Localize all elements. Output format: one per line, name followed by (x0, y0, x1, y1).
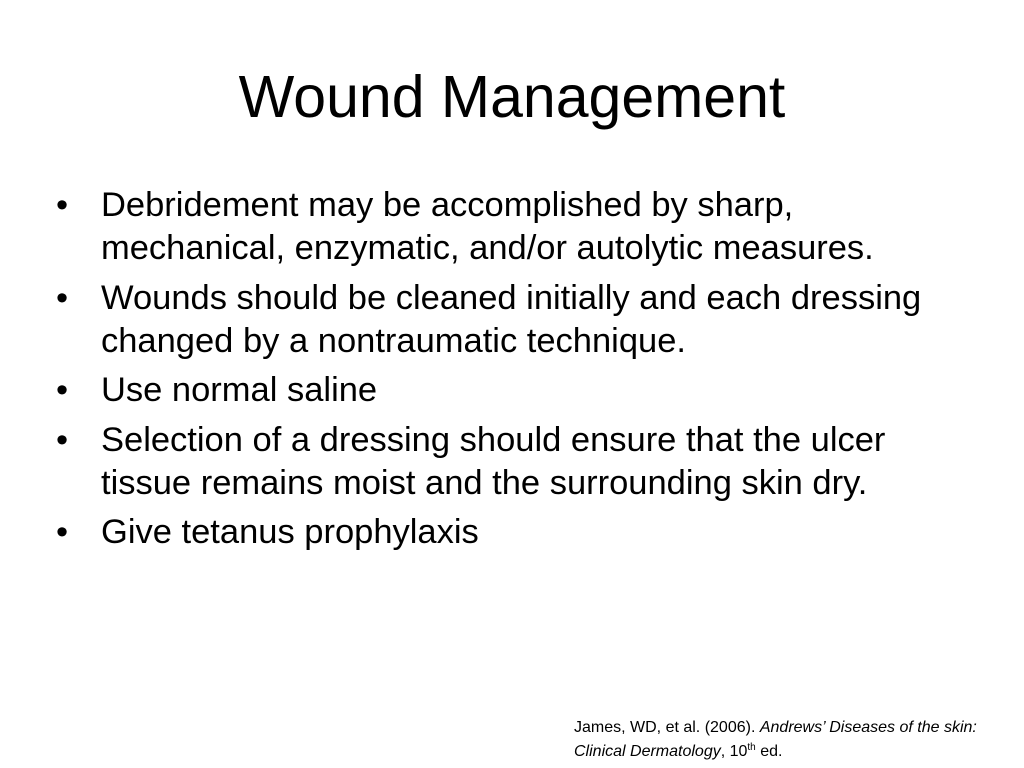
citation-authors: James, WD, et al. (2006). (574, 719, 760, 736)
bullet-text: Debridement may be accomplished by sharp, mechanical, enzymatic, and/or autolytic measures. (101, 186, 874, 267)
citation-edition-suffix: th (747, 742, 756, 753)
bullet-text: Selection of a dressing should ensure that the ulcer tissue remains moist and the surrounding skin dry. (101, 420, 886, 502)
bullet-item (56, 511, 956, 554)
bullet-text: Wounds should be cleaned initially and each dressing changed by a nontraumatic technique. (101, 278, 922, 360)
bullet-item (56, 419, 956, 505)
bullet-list (56, 184, 956, 561)
bullet-icon: • (56, 278, 69, 317)
bullet-text: Give tetanus prophylaxis (101, 513, 479, 551)
bullet-text: Use normal saline (101, 371, 378, 409)
citation (574, 716, 1014, 766)
citation-book-title: Andrews’ Diseases of the skin: Clinical Dermatology (574, 719, 977, 760)
bullet-item (56, 277, 956, 363)
citation-separator: , (720, 743, 730, 760)
bullet-icon: • (56, 371, 69, 409)
bullet-item (56, 369, 956, 412)
bullet-icon: • (56, 186, 69, 224)
bullet-icon: • (56, 513, 69, 551)
citation-edition-number: 10 (729, 743, 748, 760)
bullet-icon: • (56, 420, 69, 459)
bullet-item (56, 184, 956, 270)
slide-title: Wound Management (238, 64, 786, 130)
citation-edition-label: ed. (755, 743, 783, 760)
